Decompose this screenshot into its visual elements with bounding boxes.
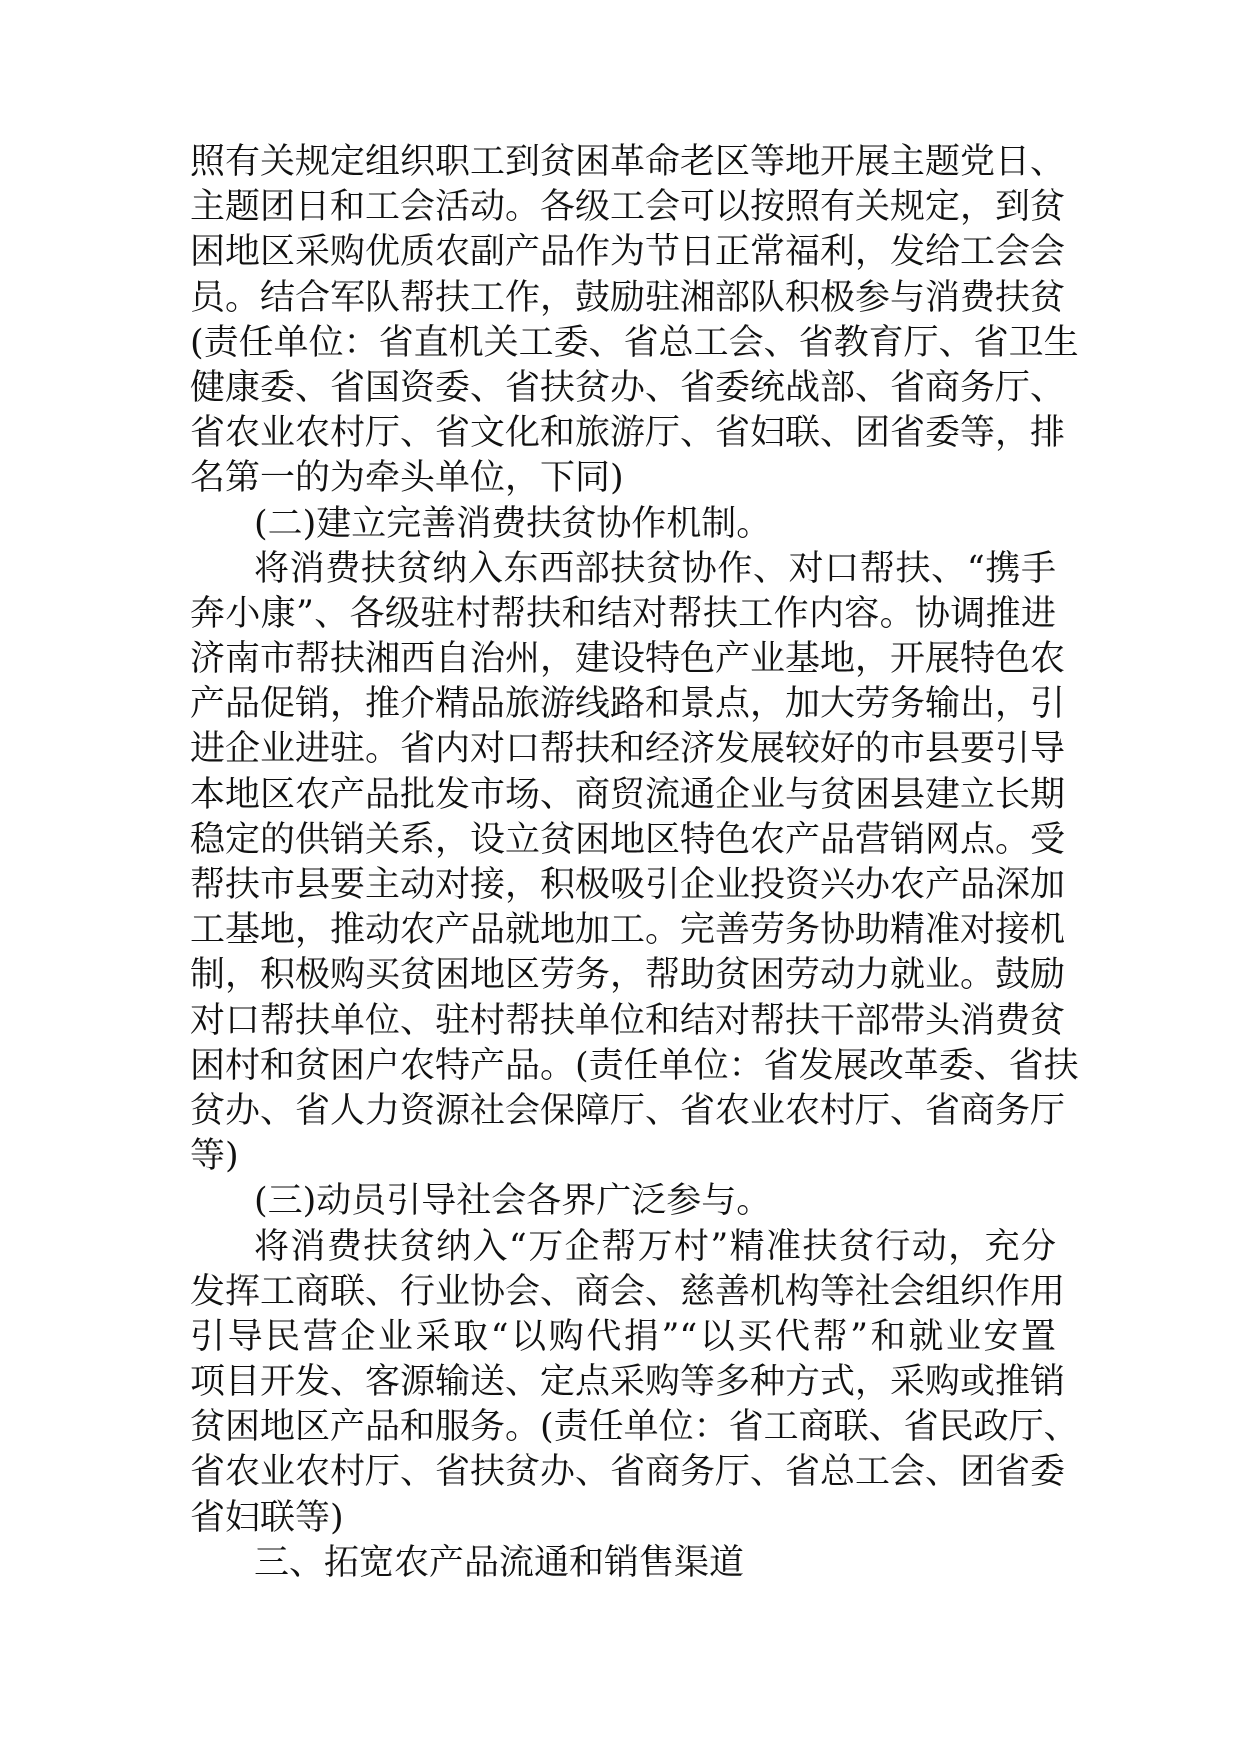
text-line: 贫困地区产品和服务。(责任单位：省工商联、省民政厅、 [190, 1407, 1079, 1448]
text-line: 省妇联等) [190, 1497, 344, 1538]
text-line: 省农业农村厅、省文化和旅游厅、省妇联、团省委等，排 [190, 413, 1066, 454]
text-line: 省农业农村厅、省扶贫办、省商务厅、省总工会、团省委 [190, 1452, 1066, 1493]
text-line: 发挥工商联、行业协会、商会、慈善机构等社会组织作用 [190, 1271, 1066, 1312]
text-line: 等) [190, 1136, 239, 1177]
text-line: 困地区采购优质农副产品作为节日正常福利，发给工会会 [190, 232, 1066, 273]
text-line: 稳定的供销关系，设立贫困地区特色农产品营销网点。受 [190, 819, 1066, 860]
text-line: 主题团日和工会活动。各级工会可以按照有关规定，到贫 [190, 187, 1066, 228]
text-line: (责任单位：省直机关工委、省总工会、省教育厅、省卫生 [190, 322, 1079, 363]
text-line: (三)动员引导社会各界广泛参与。 [254, 1181, 772, 1222]
text-line: (二)建立完善消费扶贫协作机制。 [254, 503, 772, 544]
text-line: 引导民营企业采取“以购代捐”“以买代帮”和就业安置 [190, 1316, 1056, 1357]
text-line: 奔小康”、各级驻村帮扶和结对帮扶工作内容。协调推进 [190, 593, 1056, 634]
text-line: 贫办、省人力资源社会保障厅、省农业农村厅、省商务厅 [190, 1090, 1066, 1131]
text-line: 对口帮扶单位、驻村帮扶单位和结对帮扶干部带头消费贫 [190, 1000, 1066, 1041]
text-line: 项目开发、客源输送、定点采购等多种方式，采购或推销 [190, 1362, 1066, 1403]
text-line: 帮扶市县要主动对接，积极吸引企业投资兴办农产品深加 [190, 865, 1066, 905]
text-line: 本地区农产品批发市场、商贸流通企业与贫困县建立长期 [190, 774, 1066, 815]
text-line: 工基地，推动农产品就地加工。完善劳务协助精准对接机 [190, 910, 1066, 951]
text-line: 员。结合军队帮扶工作，鼓励驻湘部队积极参与消费扶贫 [190, 277, 1066, 318]
text-line: 济南市帮扶湘西自治州，建设特色产业基地，开展特色农 [190, 639, 1066, 680]
document-page [190, 140, 1079, 1586]
text-line: 名第一的为牵头单位，下同) [190, 458, 624, 499]
text-line: 困村和贫困户农特产品。(责任单位：省发展改革委、省扶 [190, 1045, 1079, 1086]
text-line: 制，积极购买贫困地区劳务，帮助贫困劳动力就业。鼓励 [190, 955, 1066, 996]
text-line: 产品促销，推介精品旅游线路和景点，加大劳务输出，引 [190, 684, 1066, 725]
text-line: 将消费扶贫纳入“万企帮万村”精准扶贫行动，充分 [254, 1226, 1056, 1267]
text-line: 照有关规定组织职工到贫困革命老区等地开展主题党日、 [190, 142, 1066, 182]
text-line: 进企业进驻。省内对口帮扶和经济发展较好的市县要引导 [190, 729, 1066, 770]
text-line: 将消费扶贫纳入东西部扶贫协作、对口帮扶、“携手 [254, 548, 1056, 589]
text-line: 健康委、省国资委、省扶贫办、省委统战部、省商务厅、 [190, 367, 1066, 408]
text-line: 三、拓宽农产品流通和销售渠道 [254, 1542, 745, 1583]
